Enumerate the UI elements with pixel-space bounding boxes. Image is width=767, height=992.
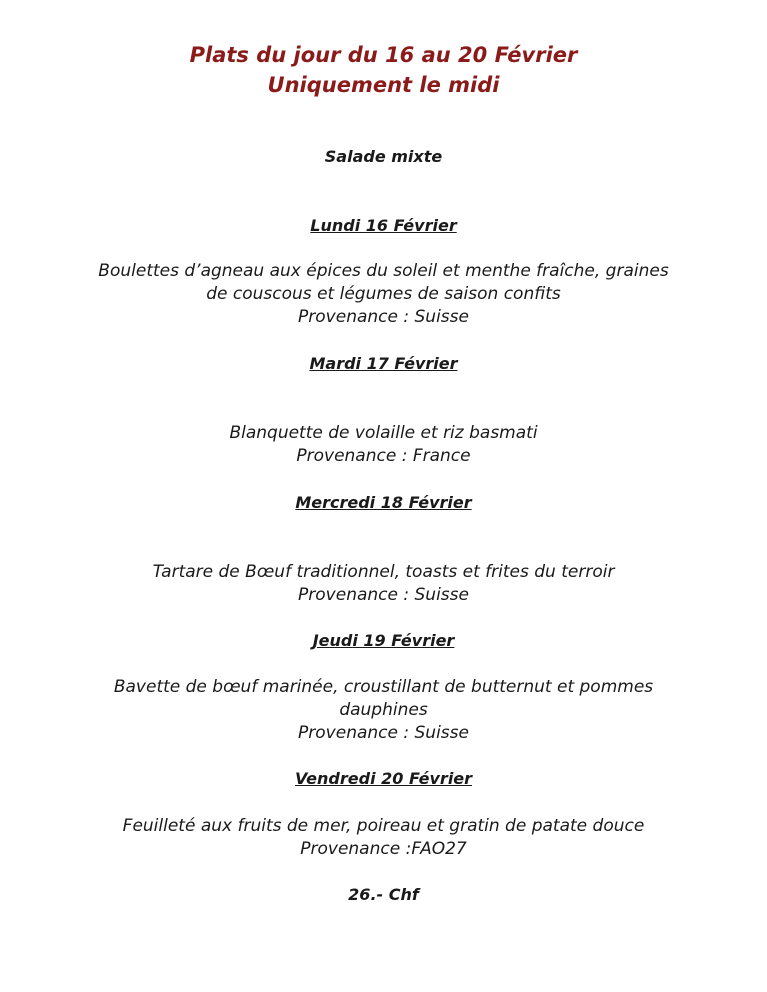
day-heading-wednesday: Mercredi 18 Février	[295, 493, 472, 512]
day-heading-friday: Vendredi 20 Février	[294, 769, 473, 788]
dish-line: Blanquette de volaille et riz basmati	[229, 423, 538, 443]
provenance-line: Provenance :FAO27	[300, 839, 467, 859]
provenance-line: Provenance : Suisse	[298, 585, 469, 605]
page-subtitle: Uniquement le midi	[267, 73, 500, 97]
day-heading-tuesday: Mardi 17 Février	[309, 354, 458, 373]
page-title: Plats du jour du 16 au 20 Février	[189, 43, 578, 67]
price-label: 26.- Chf	[348, 885, 419, 904]
dish-wednesday	[0, 561, 767, 607]
day-heading-monday: Lundi 16 Février	[310, 216, 457, 235]
day-heading-thursday: Jeudi 19 Février	[312, 631, 455, 650]
provenance-line: Provenance : France	[296, 446, 471, 466]
dish-monday	[0, 260, 767, 329]
provenance-line: Provenance : Suisse	[298, 723, 469, 743]
provenance-line: Provenance : Suisse	[298, 307, 469, 327]
dish-line: Feuilleté aux fruits de mer, poireau et gratin de patate douce	[122, 816, 645, 836]
starter-label: Salade mixte	[324, 147, 443, 166]
dish-friday	[0, 815, 767, 861]
dish-line: Bavette de bœuf marinée, croustillant de butternut et pommes	[113, 677, 654, 697]
dish-tuesday	[0, 422, 767, 468]
dish-line: dauphines	[339, 700, 428, 720]
dish-line: Tartare de Bœuf traditionnel, toasts et frites du terroir	[152, 562, 615, 582]
dish-thursday	[0, 676, 767, 745]
dish-line: de couscous et légumes de saison confits	[206, 284, 561, 304]
dish-line: Boulettes d’agneau aux épices du soleil et menthe fraîche, graines	[98, 261, 669, 281]
